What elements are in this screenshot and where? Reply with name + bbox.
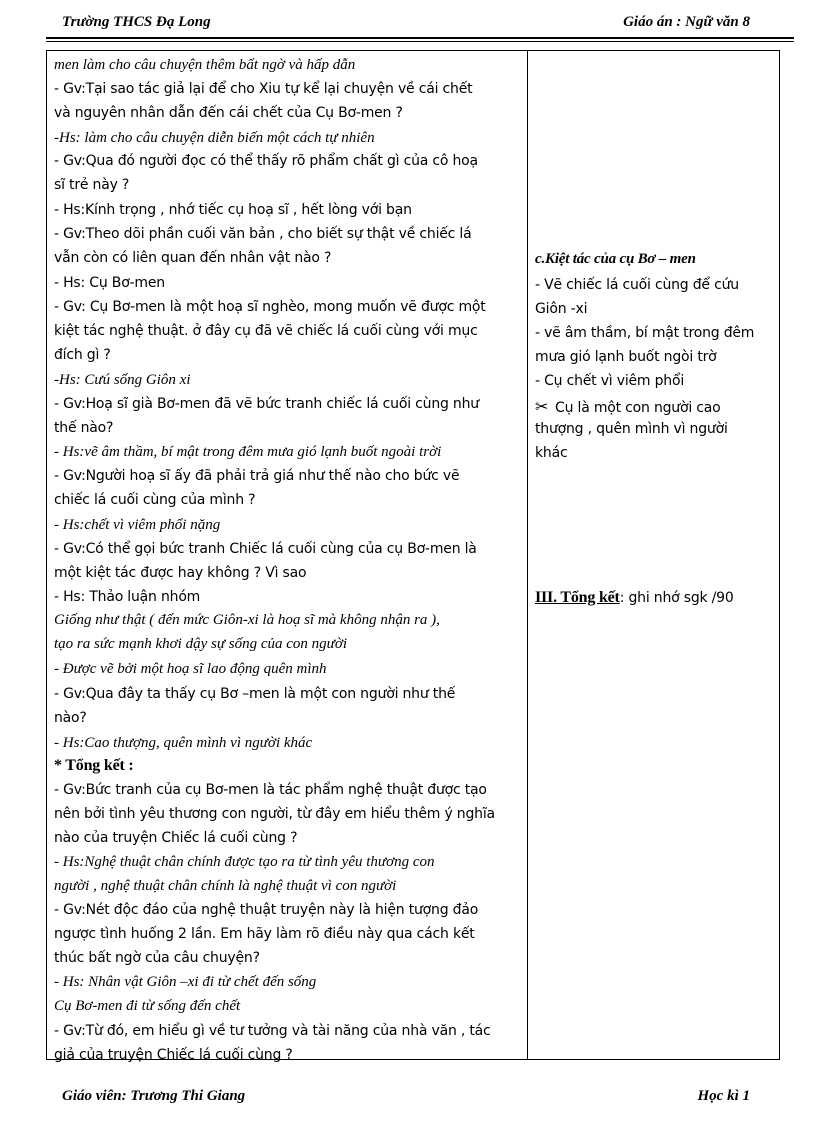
text-line: thúc bất ngờ của câu chuyện? [54,950,260,966]
text-line: - Hs:Kính trọng , nhớ tiếc cụ hoạ sĩ , hết lòng với bạn [54,202,412,218]
text-line: tạo ra sức mạnh khơi dậy sự sống của con người [54,636,348,652]
text-line: - Hs:Nghệ thuật chân chính được tạo ra từ tình yêu thương con [54,854,435,870]
term-label: Học kì 1 [697,1088,750,1104]
school-name: Trường THCS Đạ Long [62,14,211,30]
text-line: - Gv: Cụ Bơ-men là một hoạ sĩ nghèo, mong muốn vẽ được một [54,299,486,315]
text-line: - Gv:Bức tranh của cụ Bơ-men là tác phẩm nghệ thuật được tạo [54,782,487,798]
text-line: - Gv:Nét độc đáo của nghệ thuật truyện này là hiện tượng đảo [54,902,479,918]
text-line: - Gv:Tại sao tác giả lại để cho Xiu tự kể lại chuyện về cái chết [54,81,473,97]
summary-line [535,589,734,607]
text-line: - Gv:Qua đó người đọc có thể thấy rõ phẩm chất gì của cô hoạ [54,153,478,169]
text-line: vẫn còn có liên quan đến nhân vật nào ? [54,250,332,266]
page-header [62,14,750,36]
summary-heading: III. Tổng kết [535,589,620,606]
text-line: nào? [54,710,87,726]
note-line: Giôn -xi [535,301,588,317]
text-line: - Gv:Qua đây ta thấy cụ Bơ –men là một con người như thế [54,686,456,702]
header-rule-thick [46,37,794,39]
text-line: - Gv:Có thể gọi bức tranh Chiếc lá cuối cùng của cụ Bơ-men là [54,541,477,557]
note-line: mưa gió lạnh buốt ngòi trờ [535,349,717,365]
text-line: -Hs: Cưú sống Giôn xi [54,372,191,388]
text-line: - Được vẽ bởi một hoạ sĩ lao động quên mình [54,661,327,677]
lesson-table [46,50,780,1063]
text-line: - Gv:Người hoạ sĩ ấy đã phải trả giá như thế nào cho bức vẽ [54,468,460,484]
text-line: -Hs: làm cho câu chuyện diễn biến một cách tự nhiên [54,130,375,146]
text-line: đích gì ? [54,347,111,363]
note-line: - Vẽ chiếc lá cuối cùng để cứu [535,277,739,293]
text-line: thế nào? [54,420,114,436]
text-line: và nguyên nhân dẫn đến cái chết của Cụ Bơ-men ? [54,105,403,121]
text-line: giả của truyện Chiếc lá cuối cùng ? [54,1047,293,1063]
text-line: - Hs: Cụ Bơ-men [54,275,165,291]
text-line: - Gv:Theo dõi phần cuối văn bản , cho biết sự thật về chiếc lá [54,226,472,242]
text-line: Cụ Bơ-men đi từ sống đến chết [54,998,241,1014]
text-line: - Hs: Nhân vật Giôn –xi đi từ chết đến sống [54,974,317,990]
note-line: - vẽ âm thầm, bí mật trong đêm [535,325,755,341]
column-divider [527,51,528,1059]
text-line: một kiệt tác được hay không ? Vì sao [54,565,307,581]
text-line: chiếc lá cuối cùng của mình ? [54,492,256,508]
text-line: men làm cho câu chuyện thêm bất ngờ và hấp dẫn [54,57,356,73]
text-line: nào của truyện Chiếc lá cuối cùng ? [54,830,298,846]
text-line: nên bởi tình yêu thương con người, từ đây em hiểu thêm ý nghĩa [54,806,495,822]
summary-heading-left: * Tổng kết : [54,757,134,774]
text-line: người , nghệ thuật chân chính là nghệ thuật vì con người [54,878,397,894]
teacher-name: Giáo viên: Trương Thi Giang [62,1088,246,1104]
text-line: - Gv:Từ đó, em hiểu gì về tư tưởng và tài năng của nhà văn , tác [54,1023,491,1039]
text-line: - Gv:Hoạ sĩ già Bơ-men đã vẽ bức tranh chiếc lá cuối cùng như [54,396,479,412]
scissors-icon: ✂ [535,397,549,416]
section-heading: c.Kiệt tác của cụ Bơ – men [535,251,696,267]
text-line: kiệt tác nghệ thuật. ở đây cụ đã vẽ chiếc lá cuối cùng với mục [54,323,478,339]
text-line: sĩ trẻ này ? [54,177,130,193]
text-line: - Hs: Thảo luận nhóm [54,589,201,605]
header-rule-thin [46,41,794,42]
page-footer [62,1088,750,1110]
note-line [535,397,721,416]
text-line: - Hs:chết vì viêm phổi nặng [54,517,221,533]
text-line: ngược tình huống 2 lần. Em hãy làm rõ điều này qua cách kết [54,926,475,942]
note-line: khác [535,445,568,461]
text-line: - Hs:vẽ âm thầm, bí mật trong đêm mưa gió lạnh buốt ngoài trời [54,444,442,460]
summary-text: : ghi nhớ sgk /90 [619,590,734,606]
text-line: Giống như thật ( đến mức Giôn-xi là hoạ sĩ mà không nhận ra ), [54,612,440,628]
note-line: thượng , quên mình vì người [535,421,728,437]
note-line: - Cụ chết vì viêm phổi [535,373,685,389]
subject-name: Giáo án : Ngữ văn 8 [623,14,750,30]
note-text: Cụ là một con người cao [555,400,721,416]
text-line: - Hs:Cao thượng, quên mình vì người khác [54,735,313,751]
